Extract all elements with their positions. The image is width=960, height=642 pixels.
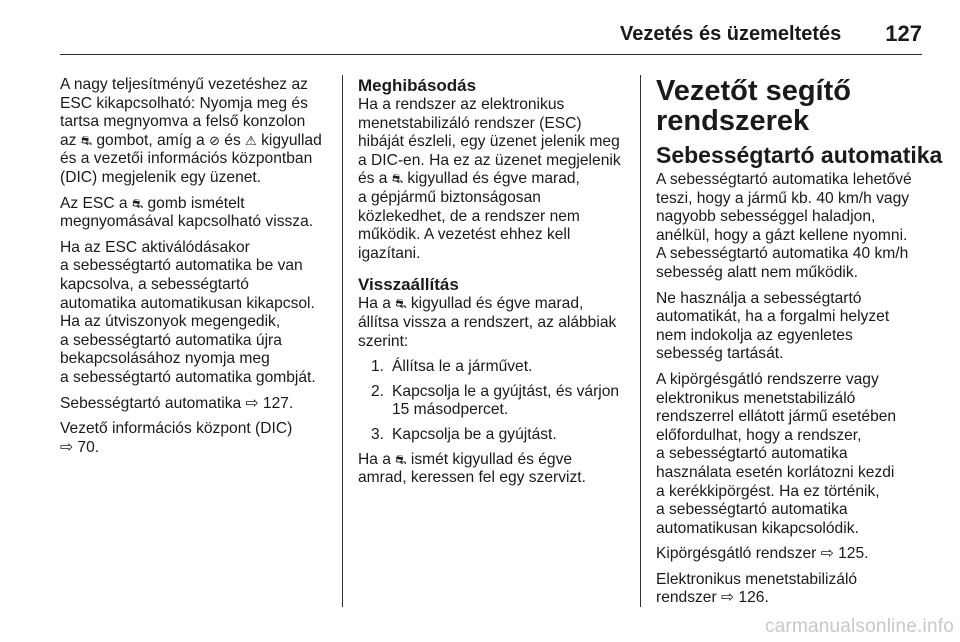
column-left: [60, 76, 328, 464]
esc-off-icon: ⛐: [131, 195, 144, 211]
list-item: 2. Kapcsolja le a gyújtást, és várjon 15 másodpercet.: [370, 382, 620, 419]
paragraph: A kipörgésgátló rendszerre vagy elektronikus menetstabilizáló rendszerrel ellátott jármű esetében előfordulhat, hogy a rendszer, a sebességtartó automatika használata esetén korlátozni kezdi a kerékkipörgést. Ha ez történik, a sebességtartó automatika automatikusan kikapcsolódik.: [656, 370, 897, 537]
column-middle: [358, 76, 626, 495]
cross-reference[interactable]: Kipörgésgátló rendszer ⇨ 125.: [656, 545, 869, 563]
cross-reference[interactable]: Elektronikus menetstabilizáló rendszer ⇨ 126.: [656, 570, 858, 607]
paragraph: Ha a rendszer az elektronikus menetstabilizáló rendszer (ESC) hibáját észleli, egy üzenet jelenik meg a DIC-en. Ha ez az üzenet megjelenik és a ⛐ kigyullad és égve marad, a gépjármű biztonságosan közlekedhet, de a rendszer nem működik. A vezetést ehhez kell igazítani.: [358, 96, 621, 262]
paragraph: A sebességtartó automatika lehetővé teszi, hogy a jármű kb. 40 km/h vagy nagyobb sebességgel haladjon, anélkül, hogy a gázt kellene nyomni. A sebességtartó automatika 40 km/h sebesség alatt nem működik.: [656, 171, 912, 281]
column-divider: [342, 75, 343, 607]
list-item: 1. Állítsa le a járművet.: [370, 358, 533, 376]
page-ref-arrow-icon: ⇨: [245, 394, 259, 412]
traction-off-icon: ⊘: [209, 132, 220, 148]
page-title: Vezetés és üzemeltetés: [620, 22, 842, 45]
page-ref-arrow-icon: ⇨: [60, 438, 74, 456]
paragraph: Ne használja a sebességtartó automatikát, ha a forgalmi helyzet nem indokolja az egyenletes sebesség tartását.: [656, 289, 890, 363]
steps-list: [358, 358, 626, 444]
esc-off-icon: ⛐: [395, 451, 407, 467]
list-item: 3. Kapcsolja be a gyújtást.: [370, 425, 557, 443]
paragraph: Az ESC a ⛐ gomb ismételt megnyomásával kapcsolható vissza.: [60, 194, 314, 231]
watermark: carmanualsonline.info: [764, 616, 954, 637]
page-ref-arrow-icon: ⇨: [820, 545, 834, 563]
chapter-heading: Vezetőt segítő rendszerek: [656, 75, 851, 137]
page-header: [60, 14, 922, 55]
esc-off-icon: ⛐: [395, 296, 407, 312]
column-right: [656, 76, 956, 615]
page-number: 127: [885, 21, 922, 46]
esc-off-icon: ⛐: [391, 171, 404, 187]
section-heading: Meghibásodás: [358, 76, 477, 95]
warning-icon: ⚠: [245, 132, 257, 148]
paragraph: A nagy teljesítményű vezetéshez az ESC kikapcsolható: Nyomja meg és tartsa megnyomva a felső konzolon az ⛐ gombot, amíg a ⊘ és ⚠ kigyullad és a vezetői információs központban (DIC) megjelenik egy üzenet.: [60, 76, 322, 186]
page-ref-arrow-icon: ⇨: [721, 589, 735, 607]
paragraph: Ha a ⛐ ismét kigyullad és égve amrad, keressen fel egy szervizt.: [358, 450, 586, 487]
cross-reference[interactable]: Vezető információs központ (DIC) ⇨ 70.: [60, 420, 293, 456]
cross-reference[interactable]: Sebességtartó automatika ⇨ 127.: [60, 394, 294, 412]
column-divider: [640, 75, 641, 607]
paragraph: Ha a ⛐ kigyullad és égve marad, állítsa vissza a rendszert, az alábbiak szerint:: [358, 295, 617, 350]
esc-off-icon: ⛐: [80, 132, 93, 148]
section-heading: Visszaállítás: [358, 275, 459, 295]
paragraph: Ha az ESC aktiválódásakor a sebességtartó automatika be van kapcsolva, a sebességtartó automatika automatikusan kikapcsol. Ha az útviszonyok megengedik, a sebességtartó automatika újra bekapcsolásához nyomja meg a sebességtartó automatika gombját.: [60, 238, 316, 386]
section-heading: Sebességtartó automatika: [656, 142, 943, 168]
